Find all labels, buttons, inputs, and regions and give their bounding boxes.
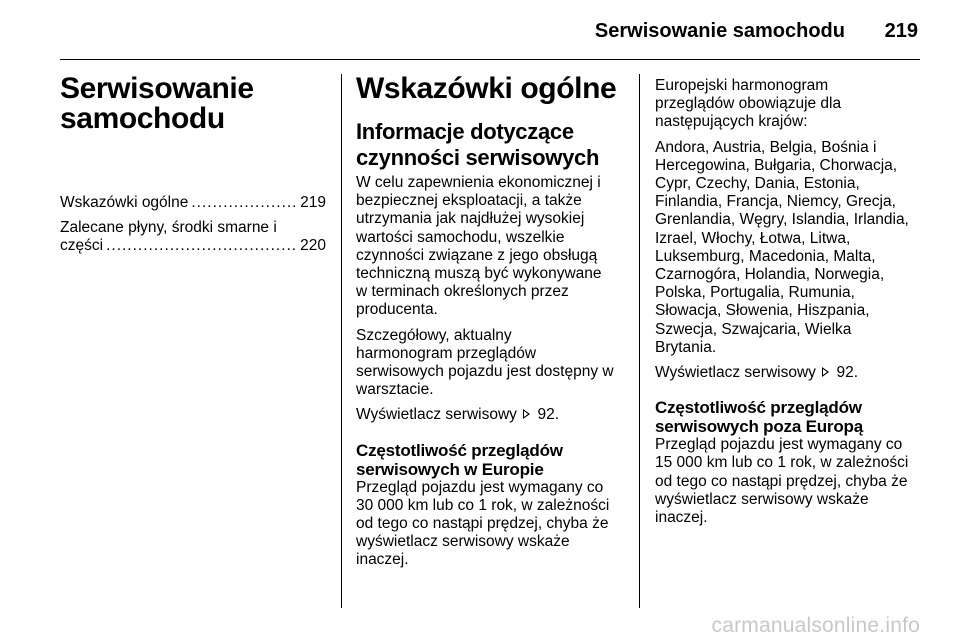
toc-label: Wskazówki ogólne bbox=[60, 194, 189, 211]
toc-label: części bbox=[60, 237, 104, 255]
section-title: Wskazówki ogólne bbox=[356, 72, 617, 105]
subsection-title-europe: Częstotliwość przeglądów serwisowych w Europie bbox=[356, 440, 563, 479]
toc-label: Zalecane płyny, środki smarne i bbox=[60, 219, 277, 237]
running-header-title: Serwisowanie samochodu bbox=[594, 20, 845, 42]
toc-entry-fluids[interactable] bbox=[60, 219, 326, 255]
page-reference-link[interactable]: 92. bbox=[836, 364, 859, 382]
countries-column bbox=[655, 74, 923, 534]
subsection-title-outside-europe: Częstotliwość przeglądów serwisowych poza Europą bbox=[655, 398, 863, 437]
page-reference-icon bbox=[822, 367, 829, 377]
watermark: carmanualsonline.info bbox=[711, 614, 920, 637]
header-divider bbox=[60, 59, 920, 60]
toc-page: 219 bbox=[300, 194, 326, 211]
paragraph-europe-interval: Przegląd pojazdu jest wymagany co 30 000 km lub co 1 rok, w zależności od tego co nastąpi prędzej, chyba że wyświetlacz serwisowy wskaże inaczej. bbox=[356, 478, 610, 569]
paragraph-schedule-scope: Europejski harmonogram przeglądów obowiązuje dla następujących krajów: bbox=[655, 77, 842, 131]
paragraph-service-display-ref: Wyświetlacz serwisowy 92. bbox=[655, 364, 859, 382]
paragraph-service-display-ref: Wyświetlacz serwisowy 92. bbox=[356, 406, 560, 424]
general-tips-column bbox=[356, 74, 628, 577]
column-divider-1 bbox=[341, 74, 342, 608]
column-divider-2 bbox=[639, 74, 640, 608]
chapter-title: Serwisowanie samochodu bbox=[60, 72, 254, 135]
paragraph-schedule: Szczegółowy, aktualny harmonogram przeglądów serwisowych pojazdu jest dostępny w warsztacie. bbox=[356, 326, 614, 399]
toc-page: 220 bbox=[300, 237, 326, 255]
subsection-title: Informacje dotyczące czynności serwisowych bbox=[356, 119, 600, 170]
paragraph-intro: W celu zapewnienia ekonomicznej i bezpiecznej eksploatacji, a także utrzymania jak najdłużej wysokiej wartości samochodu, wszelkie czynności związane z jego obsługą techniczną muszą być wykonywane w terminach określonych przez producenta. bbox=[356, 174, 602, 319]
toc-leader bbox=[106, 237, 297, 255]
page-reference-link[interactable]: 92. bbox=[537, 406, 560, 424]
page-reference-icon bbox=[523, 409, 530, 419]
toc-leader bbox=[191, 194, 297, 212]
paragraph-outside-europe-interval: Przegląd pojazdu jest wymagany co 15 000 km lub co 1 rok, w zależności od tego co nastąpi prędzej, chyba że wyświetlacz serwisowy wskaże inaczej. bbox=[655, 436, 909, 527]
page-number: 219 bbox=[884, 20, 918, 42]
paragraph-country-list: Andora, Austria, Belgia, Bośnia i Hercegowina, Bułgaria, Chorwacja, Cypr, Czechy, Dania, Estonia, Finlandia, Francja, Niemcy, Grecja, Grenlandia, Węgry, Islandia, Irlandia, Izrael, Włochy, Łotwa, Litwa, Luksemburg, Macedonia, Malta, Czarnogóra, Holandia, Norwegia, Polska, Portugalia, Rumunia, Słowacja, Słowenia, Hiszpania, Szwecja, Szwajcaria, Wielka Brytania. bbox=[655, 138, 909, 356]
toc-entry-general[interactable] bbox=[60, 194, 326, 212]
chapter-column bbox=[60, 74, 326, 263]
